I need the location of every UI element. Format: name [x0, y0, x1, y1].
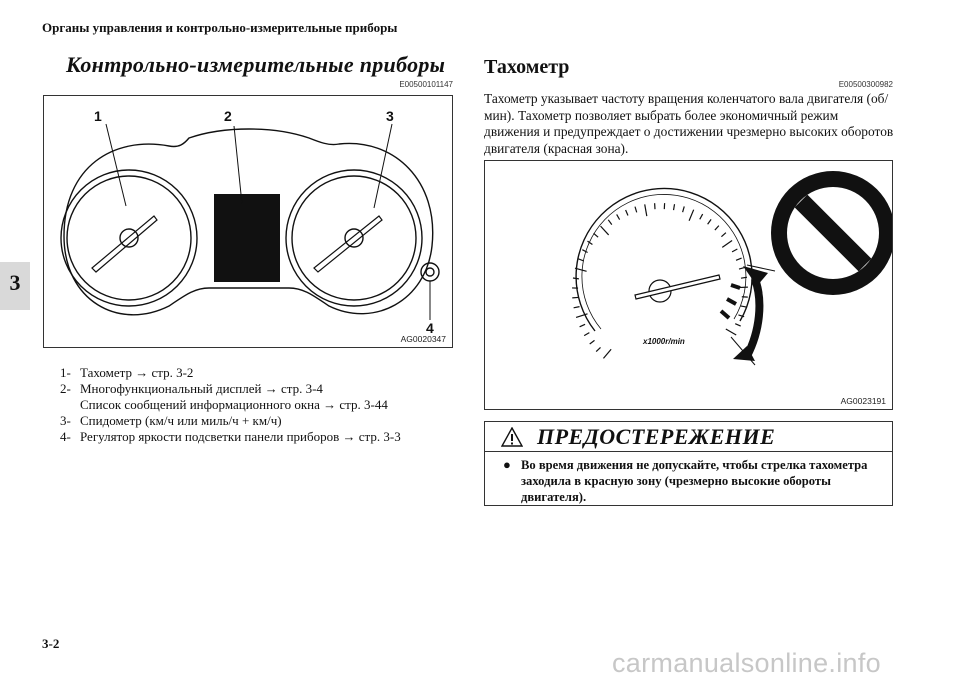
instrument-cluster-figure	[43, 95, 453, 348]
warning-body	[503, 457, 883, 505]
legend-text: Тахометр → стр. 3-2	[80, 365, 194, 380]
gauge-tick	[674, 204, 675, 210]
callout-2: 2	[224, 108, 232, 124]
section-code-right: E00500300982	[838, 80, 893, 89]
gauge-tick	[590, 340, 595, 344]
gauge-tick	[735, 324, 741, 326]
legend-text: Спидометр (км/ч или миль/ч + км/ч)	[80, 413, 282, 428]
gauge-tick	[573, 278, 579, 279]
gauge-tick	[683, 206, 685, 212]
gauge-tick	[580, 324, 585, 326]
legend-text: Регулятор яркости подсветки панели приборов → стр. 3-3	[80, 429, 401, 444]
warning-box	[484, 421, 893, 506]
gauge-tick	[626, 210, 628, 216]
section-code-left: E00500101147	[399, 80, 453, 89]
section-title-tachometer: Тахометр	[484, 56, 570, 78]
tachometer-illustration	[485, 161, 892, 409]
legend-num: 2-	[60, 381, 71, 396]
running-header: Органы управления и контрольно-измерительные приборы	[42, 20, 398, 35]
gauge-tick	[721, 233, 725, 237]
gauge-tick	[715, 226, 719, 230]
gauge-tick	[708, 219, 711, 224]
legend-item	[60, 429, 401, 445]
legend-text: Список сообщений информационного окна → стр. 3-44	[80, 397, 388, 412]
tachometer-figure	[484, 160, 893, 410]
legend-item	[60, 365, 401, 381]
gauge-tick	[603, 349, 611, 358]
gauge-tick	[608, 220, 612, 225]
legend-item	[60, 413, 401, 429]
figure-legend	[60, 365, 401, 445]
warning-bullet: ●	[503, 457, 511, 472]
gauge-tick	[722, 241, 732, 248]
warning-header	[485, 422, 892, 452]
gauge-tick	[732, 249, 737, 252]
figure-code-right: AG0023191	[840, 396, 886, 406]
gauge-tick	[594, 233, 599, 237]
callout-3: 3	[386, 108, 394, 124]
gauge-tick	[574, 307, 580, 308]
gauge-tick	[596, 347, 600, 351]
gauge-tick	[601, 226, 609, 235]
callout-4: 4	[426, 320, 434, 336]
warning-title: ПРЕДОСТЕРЕЖЕНИЕ	[537, 424, 776, 449]
chapter-number: 3	[9, 270, 21, 295]
warning-triangle-icon	[501, 427, 523, 447]
watermark: carmanualsonline.info	[612, 648, 881, 678]
legend-num: 1-	[60, 365, 71, 380]
gauge-tick	[617, 214, 620, 219]
instrument-cluster-illustration	[44, 96, 452, 347]
gauge-tick	[582, 250, 587, 253]
gauge-tick	[700, 214, 703, 219]
gauge-tick	[739, 267, 745, 269]
legend-item	[60, 381, 401, 413]
legend-num: 4-	[60, 429, 71, 444]
warning-text: Во время движения не допускайте, чтобы стрелка тахометра заходила в красную зону (чрезмерно высокие обороты двигателя).	[521, 458, 868, 504]
gauge-tick	[578, 259, 584, 261]
section-title-instruments: Контрольно-измерительные приборы	[66, 52, 446, 77]
gauge-tick	[726, 329, 736, 335]
callout-1: 1	[94, 108, 102, 124]
gauge-tick	[584, 333, 589, 336]
figure-code-left: AG0020347	[400, 334, 446, 344]
gauge-tick	[635, 207, 637, 213]
legend-text: Многофункциональный дисплей → стр. 3-4	[80, 381, 323, 396]
gauge-tick	[741, 306, 747, 307]
gauge-tick	[645, 204, 647, 216]
gauge-unit-label: x1000r/min	[643, 337, 685, 346]
page-number: 3-2	[42, 636, 60, 651]
gauge-tick	[736, 258, 742, 260]
tachometer-description: Тахометр указывает частоту вращения коленчатого вала двигателя (об/мин). Тахометр позволяет выбрать более экономичный режим движения и предупреждает о достижении чрезмерно высоких оборотов двигателя (красная зона).	[484, 91, 894, 156]
gauge-tick	[689, 210, 694, 221]
legend-num: 3-	[60, 413, 71, 428]
